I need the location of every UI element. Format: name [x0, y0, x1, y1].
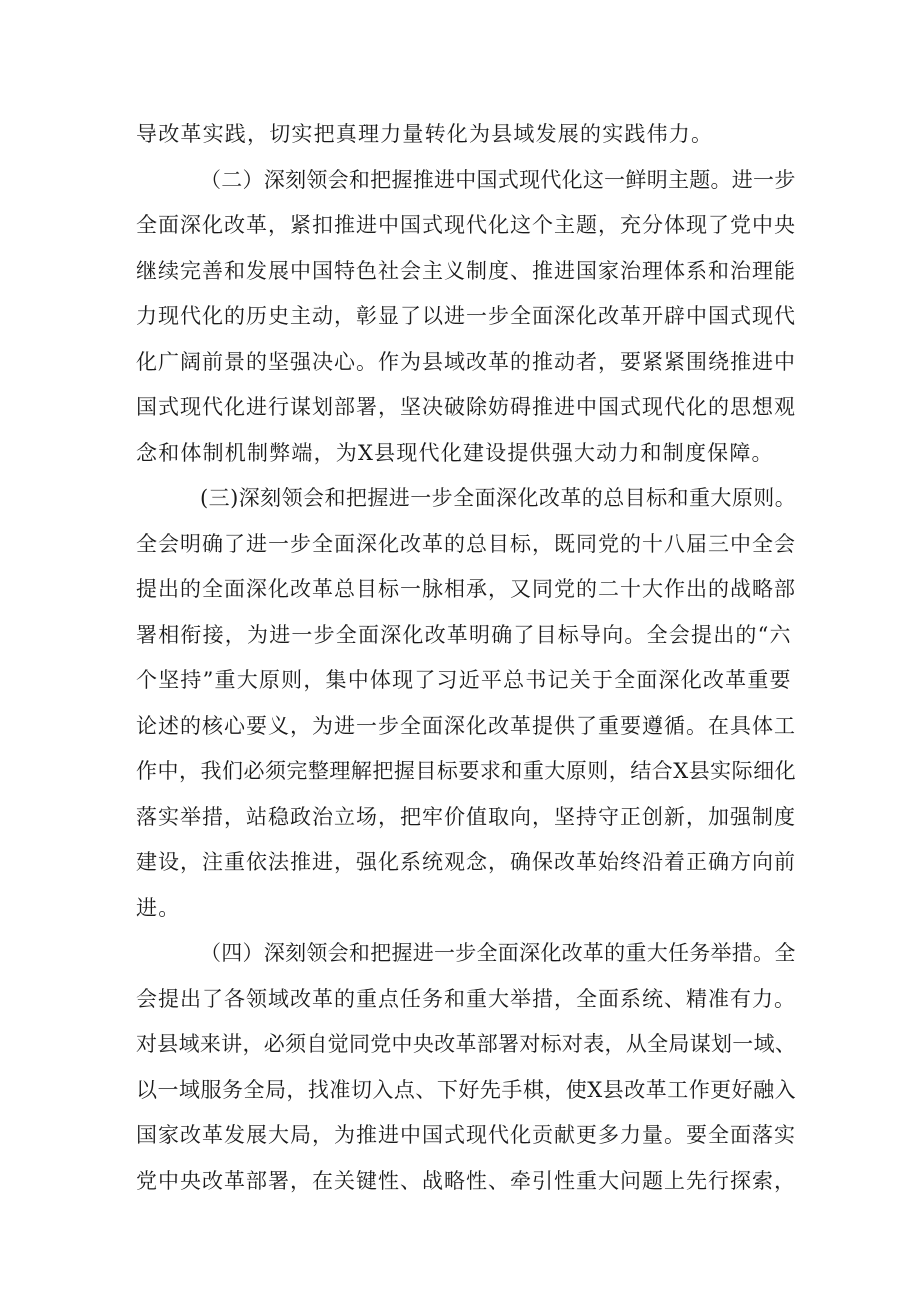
text-line: 全面深化改革，紧扣推进中国式现代化这个主题，充分体现了党中央: [136, 213, 796, 237]
text-line: 论述的核心要义，为进一步全面深化改革提供了重要遵循。在具体工: [136, 713, 796, 738]
text-line: 继续完善和发展中国特色社会主义制度、推进国家治理体系和治理能: [136, 258, 796, 283]
text-line: 力现代化的历史主动，彰显了以进一步全面深化改革开辟中国式现代: [136, 304, 796, 328]
text-line: 进。: [136, 895, 181, 920]
text-line: (三)深刻领会和把握进一步全面深化改革的总目标和重大原则。: [200, 486, 797, 510]
document-body: [136, 112, 796, 1204]
text-line: 念和体制机制弊端，为X县现代化建设提供强大动力和制度保障。: [136, 440, 774, 465]
text-line: 作中，我们必须完整理解把握目标要求和重大原则，结合X县实际细化: [136, 759, 797, 783]
text-line: 国式现代化进行谋划部署，坚决破除妨碍推进中国式现代化的思想观: [136, 395, 796, 419]
text-line: 个坚持”重大原则，集中体现了习近平总书记关于全面深化改革重要: [136, 668, 792, 692]
text-line: 会提出了各领域改革的重点任务和重大举措，全面系统、精准有力。: [136, 986, 796, 1011]
text-line: （四）深刻领会和把握进一步全面深化改革的重大任务举措。全: [200, 941, 796, 965]
text-line: （二）深刻领会和把握推进中国式现代化这一鲜明主题。进一步: [200, 167, 796, 192]
text-line: 建设，注重依法推进，强化系统观念，确保改革始终沿着正确方向前: [136, 850, 796, 874]
text-line: 对县域来讲，必须自觉同党中央改革部署对标对表，从全局谋划一域、: [136, 1032, 797, 1056]
text-line: 以一域服务全局，找准切入点、下好先手棋，使X县改革工作更好融入: [136, 1077, 797, 1102]
text-line: 落实举措，站稳政治立场，把牢价值取向，坚持守正创新，加强制度: [136, 804, 796, 829]
text-line: 党中央改革部署，在关键性、战略性、牵引性重大问题上先行探索，: [136, 1168, 796, 1193]
text-line: 化广阔前景的坚强决心。作为县域改革的推动者，要紧紧围绕推进中: [136, 349, 796, 374]
text-line: 署相衔接，为进一步全面深化改革明确了目标导向。全会提出的“六: [136, 622, 792, 647]
text-line: 提出的全面深化改革总目标一脉相承，又同党的二十大作出的战略部: [136, 577, 796, 601]
text-line: 全会明确了进一步全面深化改革的总目标，既同党的十八届三中全会: [136, 531, 796, 556]
text-line: 国家改革发展大局，为推进中国式现代化贡献更多力量。要全面落实: [136, 1123, 796, 1147]
text-line: 导改革实践，切实把真理力量转化为县域发展的实践伟力。: [136, 122, 714, 146]
